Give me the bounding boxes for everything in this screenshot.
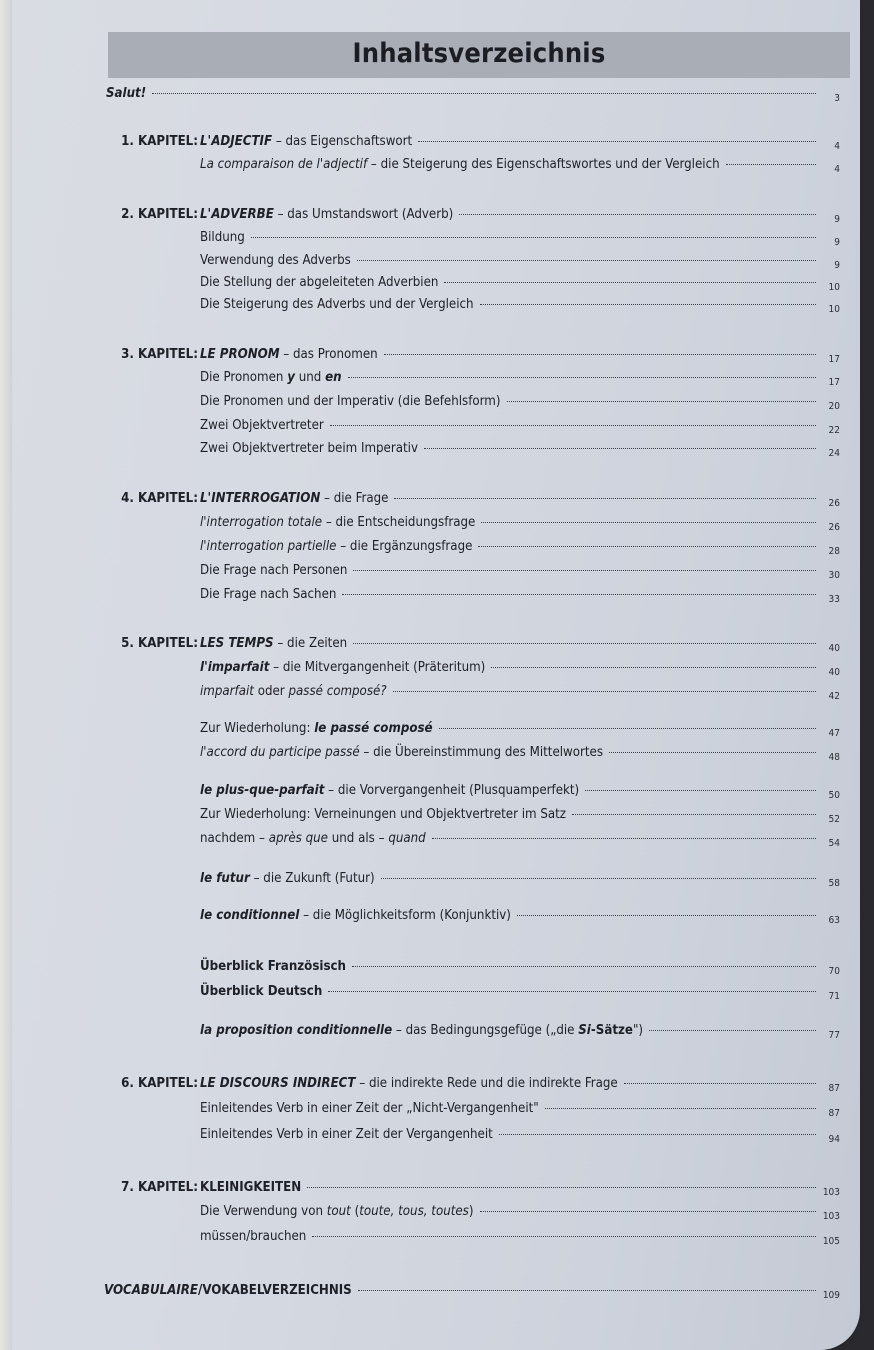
page-number: 40 xyxy=(828,667,840,678)
toc-entry-text: -Sätze xyxy=(590,1023,633,1038)
toc-entry-title xyxy=(200,905,511,927)
toc-entry[interactable] xyxy=(200,1201,840,1223)
title-bar xyxy=(108,32,850,78)
page-number: 52 xyxy=(828,814,840,825)
toc-entry-text: ") xyxy=(632,1023,644,1038)
toc-entry-title xyxy=(200,1226,306,1248)
toc-entry-text: ) xyxy=(468,1204,474,1219)
toc-entry[interactable] xyxy=(200,1226,840,1248)
toc-entry[interactable] xyxy=(200,804,840,826)
toc-entry-text: la proposition conditionnelle xyxy=(200,1023,393,1038)
toc-entry-title xyxy=(200,657,485,679)
toc-entry-text: – die Entscheidungsfrage xyxy=(322,515,476,530)
toc-entry[interactable] xyxy=(200,204,840,226)
toc-entry-title xyxy=(200,718,433,740)
toc-entry-title xyxy=(200,1098,539,1120)
dot-leader xyxy=(152,93,816,94)
book-page xyxy=(12,0,860,1350)
toc-entry-text: Die Steigerung des Adverbs und der Vergleich xyxy=(200,297,474,312)
page-number: 28 xyxy=(828,546,840,557)
dot-leader xyxy=(439,728,816,729)
toc-entry-text: – die Frage xyxy=(320,491,389,506)
toc-entry-text: oder xyxy=(253,684,289,699)
toc-entry[interactable] xyxy=(200,512,840,534)
page-number: 103 xyxy=(822,1211,840,1222)
toc-entry-text: – das Umstandswort (Adverb) xyxy=(273,207,454,222)
toc-entry[interactable] xyxy=(200,391,840,413)
toc-entry-title xyxy=(200,227,245,249)
toc-entry-title xyxy=(200,512,475,534)
page-number: 30 xyxy=(828,570,840,581)
toc-entry-text: y xyxy=(287,370,295,385)
toc-entry-title xyxy=(200,1177,301,1199)
dot-leader xyxy=(393,691,816,692)
toc-entry-title xyxy=(200,1073,618,1095)
page-number: 4 xyxy=(834,141,840,152)
dot-leader xyxy=(353,643,816,644)
toc-entry-text: Die Stellung der abgeleiteten Adverbien xyxy=(200,275,439,290)
toc-entry-text: L'INTERROGATION xyxy=(200,491,321,506)
toc-entry-title xyxy=(106,83,146,105)
page-number: 103 xyxy=(822,1187,840,1198)
dot-leader xyxy=(307,1187,816,1188)
toc-entry-text: – das Eigenschaftswort xyxy=(272,134,413,149)
toc-entry-text: Zur Wiederholung: xyxy=(200,721,315,736)
toc-entry[interactable] xyxy=(200,560,840,582)
toc-entry-text: LE DISCOURS INDIRECT xyxy=(200,1076,356,1091)
toc-entry-title xyxy=(200,1201,474,1223)
toc-entry-text: Zur Wiederholung: Verneinungen und Objektvertreter im Satz xyxy=(200,807,567,822)
dot-leader xyxy=(384,354,816,355)
toc-entry[interactable] xyxy=(200,536,840,558)
toc-entry[interactable] xyxy=(200,584,840,606)
chapter-label: 6. KAPITEL: xyxy=(121,1076,198,1091)
dot-leader xyxy=(424,448,816,449)
dot-leader xyxy=(444,282,816,283)
dot-leader xyxy=(251,237,816,238)
page-number: 47 xyxy=(828,728,840,739)
toc-entry-text: toute, tous, toutes xyxy=(359,1204,469,1219)
toc-entry-text: Zwei Objektvertreter xyxy=(200,418,324,433)
toc-entry-text: le plus-que-parfait xyxy=(200,783,325,798)
toc-entry-title xyxy=(200,367,342,389)
page-number: 10 xyxy=(828,282,840,293)
toc-entry-text: KLEINIGKEITEN xyxy=(200,1180,302,1195)
toc-entry-text: Die Verwendung von xyxy=(200,1204,327,1219)
toc-entry[interactable] xyxy=(106,83,840,105)
dot-leader xyxy=(481,522,816,523)
toc-entry-text: nachdem – xyxy=(200,831,269,846)
toc-entry-title xyxy=(200,560,347,582)
toc-entry[interactable] xyxy=(200,227,840,249)
dot-leader xyxy=(624,1083,816,1084)
toc-entry-title xyxy=(200,488,388,510)
toc-entry-text: passé composé? xyxy=(288,684,387,699)
dot-leader xyxy=(585,790,816,791)
page-number: 22 xyxy=(828,425,840,436)
toc-entry-text: Einleitendes Verb in einer Zeit der Vergangenheit xyxy=(200,1127,493,1142)
chapter-label: 4. KAPITEL: xyxy=(121,491,198,506)
toc-entry-text: – das Bedingungsgefüge („die xyxy=(392,1023,579,1038)
toc-entry-text: – die Vorvergangenheit (Plusquamperfekt) xyxy=(324,783,580,798)
toc-entry-text: Salut! xyxy=(106,86,147,101)
toc-entry-text: Die Frage nach Sachen xyxy=(200,587,337,602)
dot-leader xyxy=(358,1290,816,1291)
dot-leader xyxy=(459,214,816,215)
toc-entry-text: – die Ergänzungsfrage xyxy=(336,539,473,554)
toc-entry-text: – die Zukunft (Futur) xyxy=(249,871,375,886)
toc-entry-text: – die Zeiten xyxy=(273,636,348,651)
toc-entry[interactable] xyxy=(200,981,840,1003)
dot-leader xyxy=(491,667,816,668)
toc-entry-text: – die Mitvergangenheit (Präteritum) xyxy=(269,660,486,675)
dot-leader xyxy=(418,141,816,142)
toc-entry-text: Überblick Französisch xyxy=(200,959,346,974)
dot-leader xyxy=(572,814,816,815)
page-number: 9 xyxy=(834,237,840,248)
dot-leader xyxy=(328,991,816,992)
toc-entry[interactable] xyxy=(200,488,840,510)
page-number: 58 xyxy=(828,878,840,889)
toc-entry[interactable] xyxy=(200,780,840,802)
page-number: 42 xyxy=(828,691,840,702)
toc-entry[interactable] xyxy=(200,131,840,153)
dot-leader xyxy=(609,752,816,753)
toc-entry-title xyxy=(200,1124,493,1146)
toc-entry-text: Die Frage nach Personen xyxy=(200,563,348,578)
toc-entry[interactable] xyxy=(200,367,840,389)
page-number: 33 xyxy=(828,594,840,605)
dot-leader xyxy=(394,498,816,499)
toc-entry-text: après que xyxy=(268,831,328,846)
page-number: 50 xyxy=(828,790,840,801)
page-number: 77 xyxy=(828,1030,840,1041)
dot-leader xyxy=(726,164,816,165)
toc-entry[interactable] xyxy=(200,657,840,679)
dot-leader xyxy=(507,401,817,402)
page-number: 20 xyxy=(828,401,840,412)
toc-entry-text: müssen/brauchen xyxy=(200,1229,307,1244)
dot-leader xyxy=(478,546,816,547)
toc-entry-title xyxy=(200,633,347,655)
toc-entry-title xyxy=(200,956,346,978)
toc-entry[interactable] xyxy=(200,718,840,740)
page-number: 87 xyxy=(828,1108,840,1119)
dot-leader xyxy=(649,1030,816,1031)
toc-entry-title xyxy=(200,981,322,1003)
toc-entry[interactable] xyxy=(200,344,840,366)
toc-entry-title xyxy=(200,438,418,460)
page-number: 26 xyxy=(828,522,840,533)
toc-entry[interactable] xyxy=(200,828,840,850)
toc-entry-title xyxy=(200,250,351,272)
toc-entry[interactable] xyxy=(200,438,840,460)
toc-entry-text: Die Pronomen xyxy=(200,370,288,385)
toc-entry-text: La comparaison de l'adjectif xyxy=(200,157,368,172)
dot-leader xyxy=(352,966,816,967)
toc-entry[interactable] xyxy=(200,250,840,272)
page-number: 109 xyxy=(822,1290,840,1301)
page-number: 70 xyxy=(828,966,840,977)
toc-entry[interactable] xyxy=(200,154,840,176)
toc-entry-text: le futur xyxy=(200,871,250,886)
dot-leader xyxy=(517,915,816,916)
dot-leader xyxy=(353,570,816,571)
toc-entry-text: l'imparfait xyxy=(200,660,270,675)
toc-entry-text: le conditionnel xyxy=(200,908,300,923)
toc-entry[interactable] xyxy=(200,415,840,437)
toc-entry-text: quand xyxy=(388,831,426,846)
page-number: 9 xyxy=(834,260,840,271)
toc-entry-text: tout xyxy=(326,1204,351,1219)
toc-entry-text: ( xyxy=(350,1204,360,1219)
toc-entry-text: / xyxy=(198,1283,203,1298)
dot-leader xyxy=(348,377,816,378)
toc-entry-text: – die indirekte Rede und die indirekte Frage xyxy=(355,1076,618,1091)
toc-entry-text: Si xyxy=(578,1023,591,1038)
page-number: 10 xyxy=(828,304,840,315)
toc-entry-text: – die Übereinstimmung des Mittelwortes xyxy=(359,745,604,760)
toc-entry[interactable] xyxy=(200,1073,840,1095)
toc-entry-text: VOKABELVERZEICHNIS xyxy=(202,1283,352,1298)
toc-entry-title xyxy=(200,154,720,176)
chapter-label: 5. KAPITEL: xyxy=(121,636,198,651)
toc-entry-title xyxy=(200,780,579,802)
toc-entry-text: Überblick Deutsch xyxy=(200,984,323,999)
toc-entry-text: – das Pronomen xyxy=(279,347,378,362)
toc-entry-text: imparfait xyxy=(200,684,254,699)
toc-entry-text: Zwei Objektvertreter beim Imperativ xyxy=(200,441,418,456)
dot-leader xyxy=(480,1211,817,1212)
dot-leader xyxy=(545,1108,816,1109)
page-number: 3 xyxy=(834,93,840,104)
toc-entry[interactable] xyxy=(200,633,840,655)
dot-leader xyxy=(312,1236,816,1237)
toc-entry-text: – die Steigerung des Eigenschaftswortes und der Vergleich xyxy=(367,157,720,172)
toc-entry[interactable] xyxy=(200,294,840,316)
page-number: 71 xyxy=(828,991,840,1002)
page-number: 48 xyxy=(828,752,840,763)
page-number: 24 xyxy=(828,448,840,459)
toc-entry-title xyxy=(104,1280,352,1302)
page-number: 26 xyxy=(828,498,840,509)
page-number: 87 xyxy=(828,1083,840,1094)
toc-entry[interactable] xyxy=(200,272,840,294)
page-number: 9 xyxy=(834,214,840,225)
toc-entry-title xyxy=(200,294,474,316)
toc-entry-title xyxy=(200,391,501,413)
toc-entry-title xyxy=(200,344,378,366)
toc-entry-text: en xyxy=(325,370,342,385)
page-number: 4 xyxy=(834,164,840,175)
toc-entry-title xyxy=(200,415,324,437)
toc-entry-text: Die Pronomen und der Imperativ (die Befehlsform) xyxy=(200,394,501,409)
toc-entry-text: Verwendung des Adverbs xyxy=(200,253,351,268)
toc-entry-title xyxy=(200,804,566,826)
toc-entry[interactable] xyxy=(104,1280,840,1302)
toc-entry-text: LE PRONOM xyxy=(200,347,280,362)
toc-entry-text: le passé composé xyxy=(314,721,433,736)
page-title: Inhaltsverzeichnis xyxy=(352,38,606,69)
toc-entry-title xyxy=(200,868,375,890)
toc-entry[interactable] xyxy=(200,742,840,764)
page-number: 105 xyxy=(822,1236,840,1247)
toc-entry-title xyxy=(200,742,603,764)
dot-leader xyxy=(330,425,816,426)
toc-entry-text: l'interrogation totale xyxy=(200,515,323,530)
toc-entry-text: und xyxy=(294,370,326,385)
toc-entry-title xyxy=(200,1020,643,1042)
toc-entry-text: Einleitendes Verb in einer Zeit der „Nicht-Vergangenheit" xyxy=(200,1101,539,1116)
page-number: 63 xyxy=(828,915,840,926)
toc-entry-text: VOCABULAIRE xyxy=(104,1283,198,1298)
page-number: 94 xyxy=(828,1134,840,1145)
toc-entry-title xyxy=(200,828,426,850)
dot-leader xyxy=(381,878,816,879)
toc-entry[interactable] xyxy=(200,1020,840,1042)
chapter-label: 7. KAPITEL: xyxy=(121,1180,198,1195)
toc-entry[interactable] xyxy=(200,905,840,927)
chapter-label: 3. KAPITEL: xyxy=(121,347,198,362)
page-number: 17 xyxy=(828,377,840,388)
toc-entry-text: – die Möglichkeitsform (Konjunktiv) xyxy=(299,908,511,923)
toc-entry-title xyxy=(200,681,387,703)
toc-entry[interactable] xyxy=(200,681,840,703)
toc-entry-title xyxy=(200,272,438,294)
toc-entry[interactable] xyxy=(200,1098,840,1120)
dot-leader xyxy=(480,304,816,305)
toc-entry-title xyxy=(200,131,412,153)
dot-leader xyxy=(342,594,816,595)
toc-entry[interactable] xyxy=(200,868,840,890)
dot-leader xyxy=(357,260,816,261)
toc-entry[interactable] xyxy=(200,1177,840,1199)
toc-entry-title xyxy=(200,536,472,558)
page-number: 40 xyxy=(828,643,840,654)
toc-entry-text: LES TEMPS xyxy=(200,636,274,651)
toc-entry-text: L'ADVERBE xyxy=(200,207,274,222)
toc-entry-text: l'accord du participe passé xyxy=(200,745,360,760)
toc-entry[interactable] xyxy=(200,956,840,978)
page-number: 54 xyxy=(828,838,840,849)
dot-leader xyxy=(432,838,816,839)
toc-entry-text: und als – xyxy=(328,831,389,846)
page-number: 17 xyxy=(828,354,840,365)
toc-entry-text: L'ADJECTIF xyxy=(200,134,273,149)
toc-entry-text: Bildung xyxy=(200,230,245,245)
chapter-label: 2. KAPITEL: xyxy=(121,207,198,222)
toc-entry[interactable] xyxy=(200,1124,840,1146)
dot-leader xyxy=(499,1134,816,1135)
toc-entry-title xyxy=(200,584,336,606)
toc-entry-text: l'interrogation partielle xyxy=(200,539,337,554)
chapter-label: 1. KAPITEL: xyxy=(121,134,198,149)
toc-entry-title xyxy=(200,204,453,226)
